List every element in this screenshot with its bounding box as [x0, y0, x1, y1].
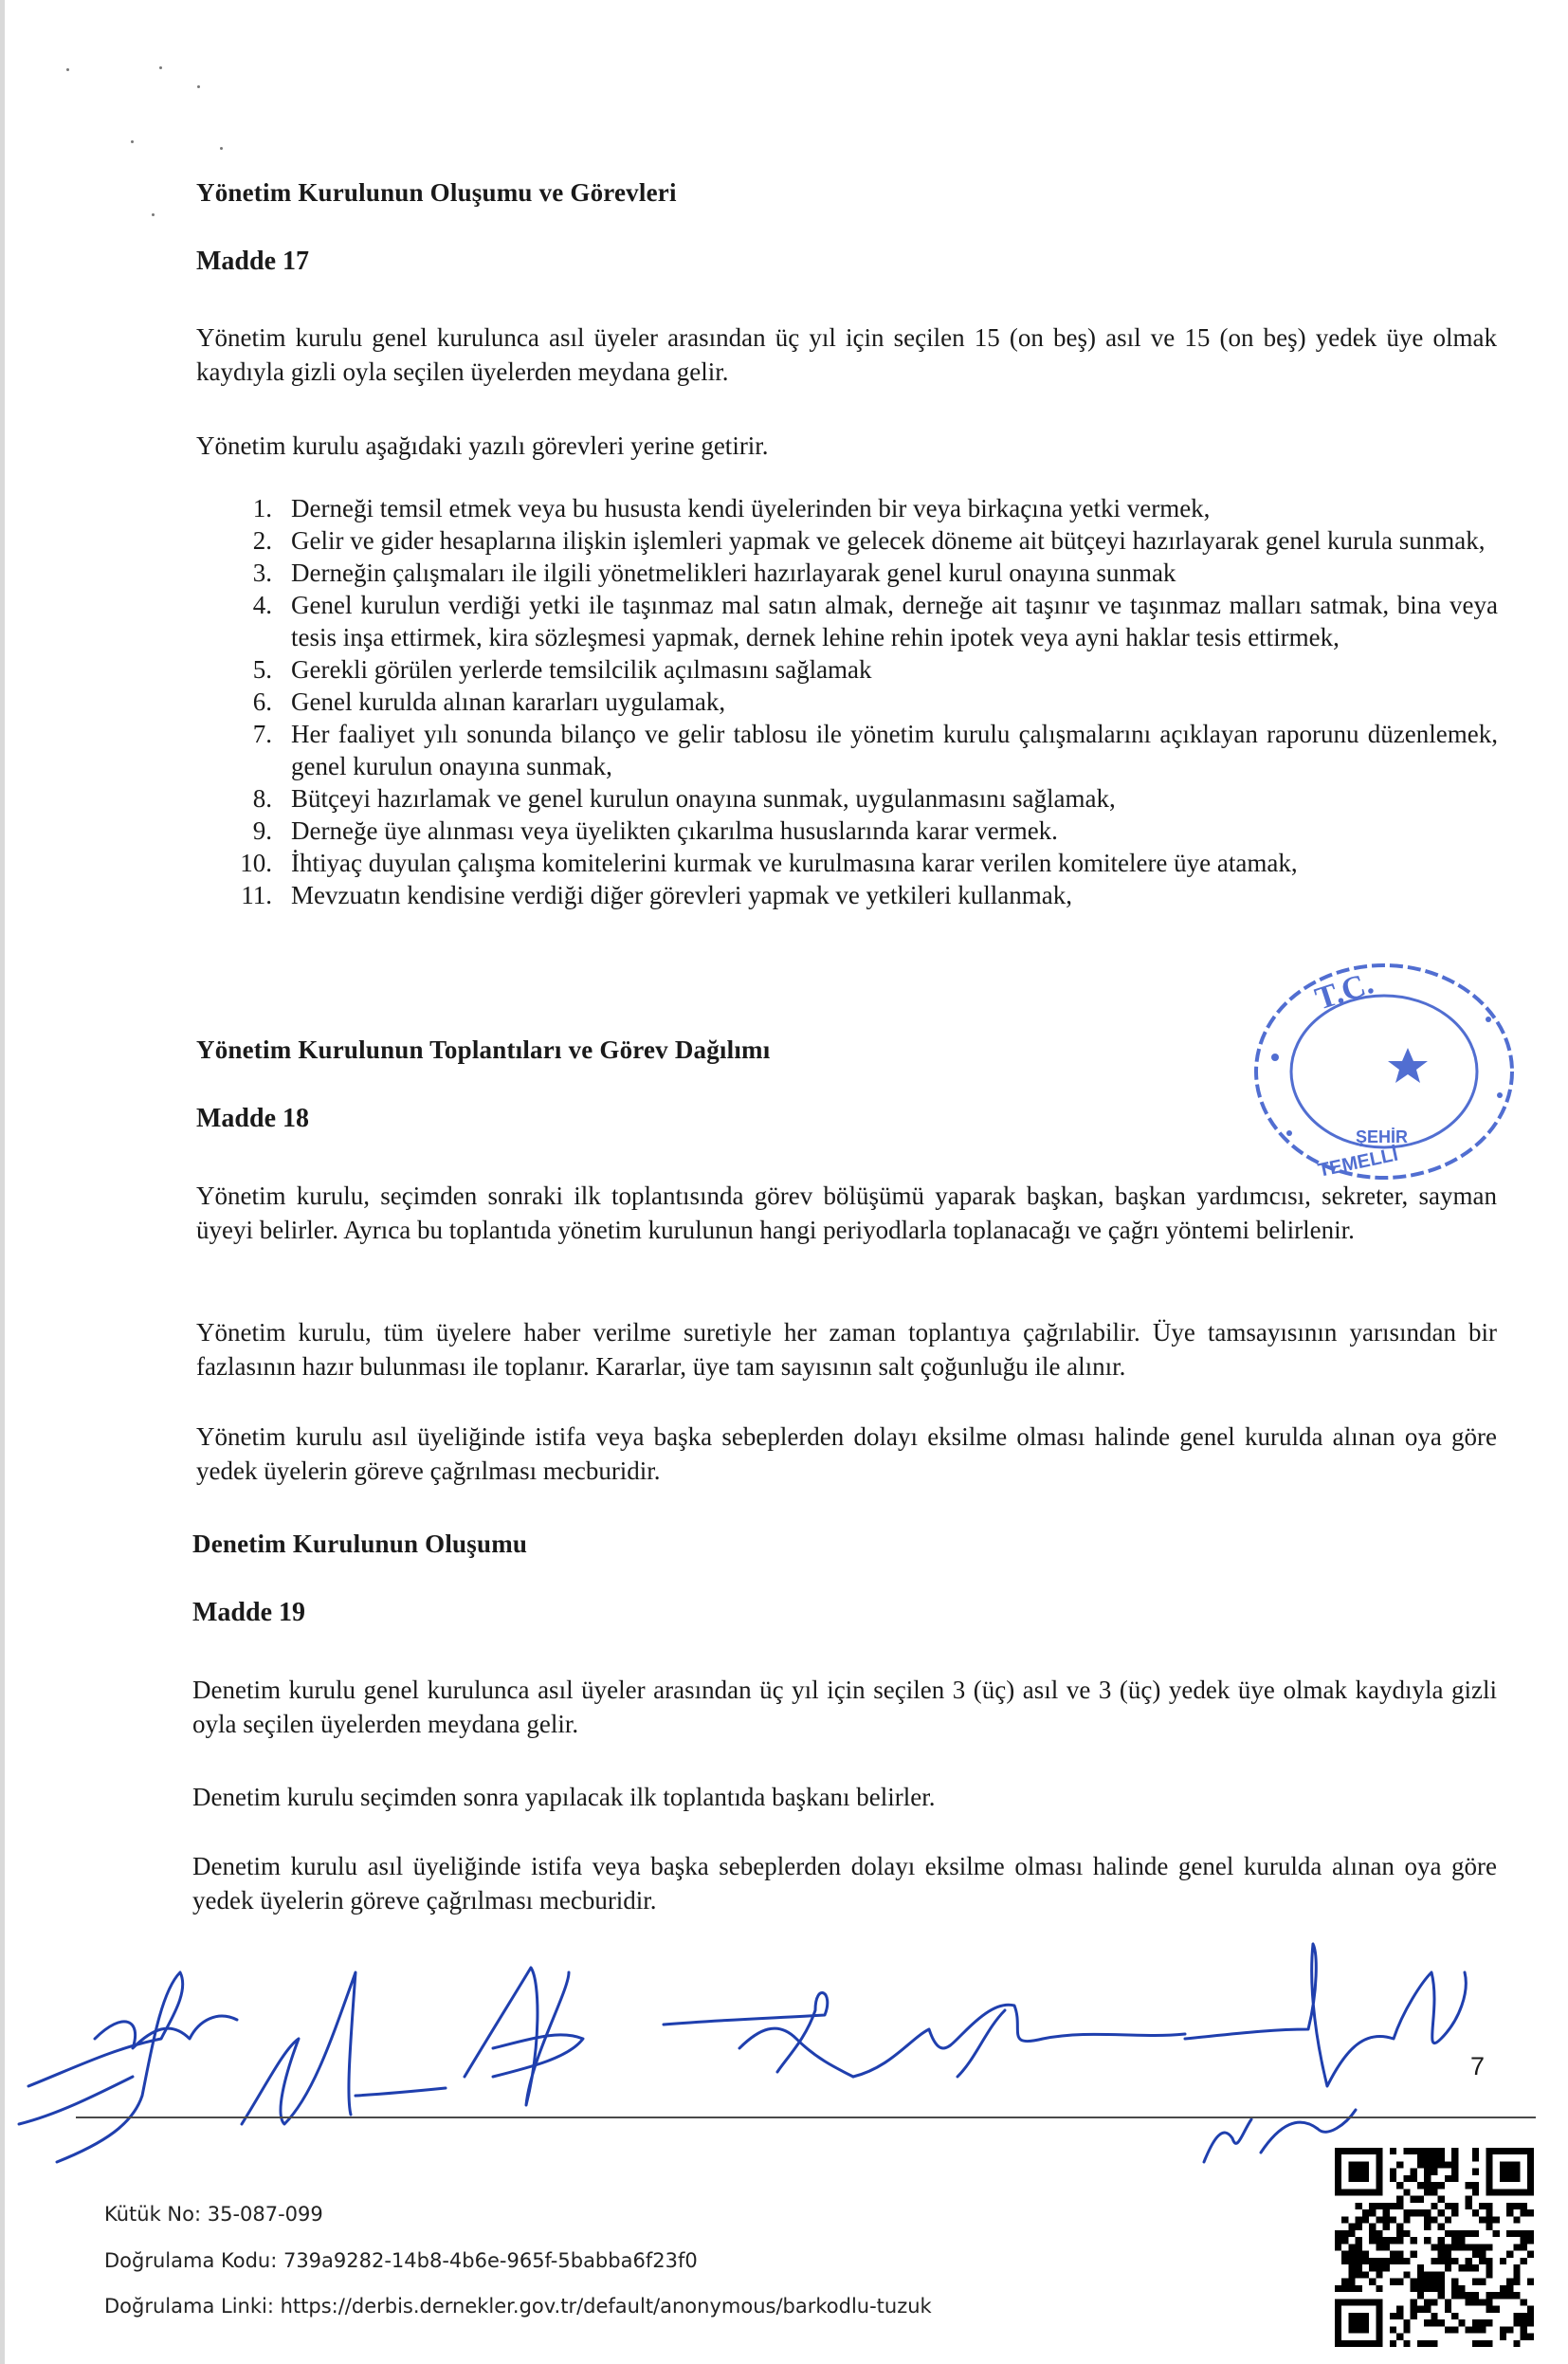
duty-item — [204, 686, 1498, 718]
duty-number: 10. — [240, 849, 272, 877]
article-17-paragraph-2: Yönetim kurulu aşağıdaki yazılı görevleri yerine getirir. — [196, 431, 769, 460]
duty-number: 7. — [252, 720, 272, 748]
duty-text: Bütçeyi hazırlamak ve genel kurulun onayına sunmak, uygulanmasını sağlamak, — [291, 784, 1116, 813]
footer-verification-code: Doğrulama Kodu: 739a9282-14b8-4b6e-965f-5babba6f23f0 — [104, 2249, 698, 2272]
article-19-paragraph-1: Denetim kurulu genel kurulunca asıl üyeler arasından üç yıl için seçilen 3 (üç) asıl ve 3 (üç) yedek üye olmak kaydıyla gizli oyla seçilen üyelerden meydana gelir. — [192, 1676, 1497, 1738]
duty-text: Gerekli görülen yerlerde temsilcilik açılmasını sağlamak — [291, 655, 872, 684]
duty-item — [204, 589, 1498, 653]
stamp-text-top: T.C. — [1311, 965, 1378, 1017]
section-heading-yonetim-kurulu: Yönetim Kurulunun Oluşumu ve Görevleri — [196, 178, 677, 207]
signature-5 — [853, 2005, 1185, 2077]
duty-number: 6. — [252, 687, 272, 716]
duty-number: 11. — [241, 881, 272, 909]
duty-item — [204, 492, 1498, 524]
page-number: 7 — [1470, 2052, 1486, 2080]
duty-text: Derneği temsil etmek veya bu hususta kendi üyelerinden bir veya birkaçına yetki vermek, — [291, 494, 1211, 522]
duty-number: 9. — [252, 816, 272, 845]
duty-item — [204, 718, 1498, 782]
duty-text: Derneğin çalışmaları ile ilgili yönetmelikleri hazırlayarak genel kurul onayına sunmak — [291, 559, 1176, 587]
article-18-paragraph-2: Yönetim kurulu, tüm üyelere haber verilme suretiyle her zaman toplantıya çağrılabilir. Üye tamsayısının yarısından bir fazlasının hazır bulunması ile toplanır. Kararlar, üye tam sayısının salt çoğunluğu ile alınır. — [196, 1318, 1497, 1381]
duty-number: 1. — [252, 494, 272, 522]
article-number-18: Madde 18 — [196, 1104, 309, 1133]
stamp-text-bottom: TEMELLİ — [1316, 1144, 1400, 1182]
signature-6 — [1185, 1944, 1466, 2086]
article-number-19: Madde 19 — [192, 1598, 305, 1627]
duty-number: 8. — [252, 784, 272, 813]
signature-3 — [465, 1968, 583, 2105]
official-stamp — [1232, 953, 1526, 1200]
duty-text: İhtiyaç duyulan çalışma komitelerini kurmak ve kurulmasına karar verilen komitelere üye atamak, — [291, 849, 1298, 877]
article-18-paragraph-3: Yönetim kurulu asıl üyeliğinde istifa veya başka sebeplerden dolayı eksilme olması halinde genel kurulda alınan oya göre yedek üyelerin göreve çağrılması mecburidir. — [196, 1422, 1497, 1485]
signature-4 — [664, 1992, 853, 2077]
duty-item — [204, 782, 1498, 815]
footer-divider — [76, 2117, 1536, 2118]
duty-item — [204, 879, 1498, 911]
duty-number: 3. — [252, 559, 272, 587]
article-number-17: Madde 17 — [196, 247, 309, 276]
section-heading-toplantilar: Yönetim Kurulunun Toplantıları ve Görev Dağılımı — [196, 1035, 771, 1064]
duty-number: 4. — [252, 591, 272, 619]
article-18-paragraph-1: Yönetim kurulu, seçimden sonraki ilk toplantısında görev bölüşümü yaparak başkan, başkan yardımcısı, sekreter, sayman üyeyi belirler. Ayrıca bu toplantıda yönetim kurulunun hangi periyodlarla toplanacağı ve çağrı yöntemi belirlenir. — [196, 1182, 1497, 1244]
footer-verification-link[interactable]: Doğrulama Linki: https://derbis.dernekler.gov.tr/default/anonymous/barkodlu-tuzuk — [104, 2295, 932, 2318]
duty-text: Her faaliyet yılı sonunda bilanço ve gelir tablosu ile yönetim kurulu çalışmalarını açıklayan raporunu düzenlemek, genel kurulun onayına sunmak, — [291, 720, 1498, 780]
duty-text: Gelir ve gider hesaplarına ilişkin işlemleri yapmak ve gelecek döneme ait bütçeyi hazırlayarak genel kurula sunmak, — [291, 526, 1486, 555]
duty-text: Genel kurulda alınan kararları uygulamak, — [291, 687, 726, 716]
article-19-paragraph-3: Denetim kurulu asıl üyeliğinde istifa veya başka sebeplerden dolayı eksilme olması halinde genel kurulda alınan oya göre yedek üyelerin göreve çağrılması mecburidir. — [192, 1852, 1497, 1915]
signature-2 — [242, 1972, 446, 2124]
section-heading-denetim-kurulu: Denetim Kurulunun Oluşumu — [192, 1530, 528, 1558]
article-19-paragraph-2: Denetim kurulu seçimden sonra yapılacak ilk toplantıda başkanı belirler. — [192, 1783, 936, 1811]
footer-kutuk-no: Kütük No: 35-087-099 — [104, 2203, 323, 2226]
duty-number: 2. — [252, 526, 272, 555]
duty-text: Mevzuatın kendisine verdiği diğer görevleri yapmak ve yetkileri kullanmak, — [291, 881, 1072, 909]
duty-item — [204, 847, 1498, 879]
qr-code — [1335, 2148, 1534, 2347]
duty-item — [204, 524, 1498, 557]
signatures — [0, 1934, 1568, 2181]
duty-number: 5. — [252, 655, 272, 684]
duty-text: Genel kurulun verdiği yetki ile taşınmaz mal satın almak, derneğe ait taşınır ve taşınmaz malları satmak, bina veya tesis inşa ettirmek, kira sözleşmesi yapmak, dernek lehine rehin ipotek veya ayni haklar tesis ettirmek, — [291, 591, 1498, 651]
signature-1 — [19, 1972, 237, 2162]
stamp-text-center: ŞEHİR — [1356, 1127, 1409, 1146]
duty-item — [204, 557, 1498, 589]
duty-item — [204, 815, 1498, 847]
article-17-paragraph-1: Yönetim kurulu genel kurulunca asıl üyeler arasından üç yıl için seçilen 15 (on beş) asıl ve 15 (on beş) yedek üye olmak kaydıyla gizli oyla seçilen üyelerden meydana gelir. — [196, 323, 1497, 386]
duty-item — [204, 653, 1498, 686]
duty-text: Derneğe üye alınması veya üyelikten çıkarılma hususlarında karar vermek. — [291, 816, 1058, 845]
duties-list — [204, 492, 1498, 911]
